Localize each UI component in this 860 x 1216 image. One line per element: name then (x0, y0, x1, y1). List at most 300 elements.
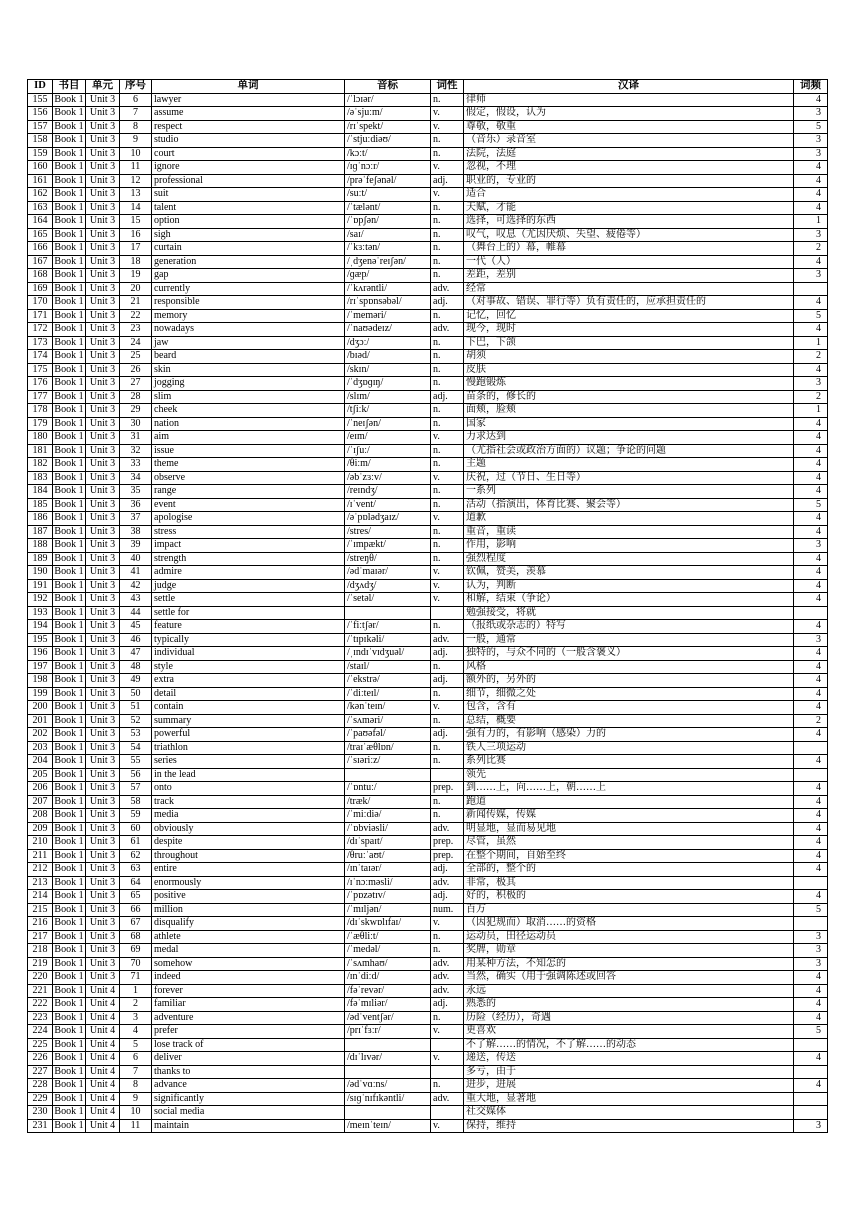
book-cell: Book 1 (54, 417, 84, 429)
frequency-cell: 4 (794, 1052, 828, 1066)
translation-cell: 更喜欢 (464, 1025, 794, 1039)
book-cell: Book 1 (54, 188, 84, 200)
phonetic-cell: /θiːm/ (345, 458, 431, 472)
table-row (28, 174, 828, 188)
table-row (28, 863, 828, 877)
word-cell: athlete (152, 930, 345, 944)
translation-cell: 在整个期间，自始至终 (464, 849, 794, 863)
book-cell: Book 1 (54, 890, 84, 902)
seq-cell: 12 (120, 174, 152, 188)
word-cell: judge (152, 579, 345, 593)
word-cell: nowadays (152, 323, 345, 337)
id-cell: 180 (28, 431, 53, 445)
id-cell: 222 (28, 998, 53, 1012)
translation-cell: 记忆，回忆 (464, 309, 794, 323)
header-book: 书目 (53, 80, 86, 94)
frequency-cell: 3 (794, 228, 828, 242)
unit-cell: Unit 3 (86, 363, 120, 377)
seq-cell: 51 (120, 701, 152, 715)
word-cell: nation (152, 417, 345, 431)
translation-cell: 现今，现时 (464, 323, 794, 337)
pos-cell: prep. (431, 836, 464, 850)
seq-cell: 8 (120, 120, 152, 134)
unit-cell: Unit 4 (86, 1119, 120, 1133)
table-row (28, 282, 828, 296)
translation-cell: （音乐）录音室 (464, 134, 794, 148)
seq-cell: 42 (120, 579, 152, 593)
table-row (28, 242, 828, 256)
word-cell: observe (152, 471, 345, 485)
pos-cell: adj. (431, 863, 464, 877)
word-cell: currently (152, 282, 345, 296)
translation-cell: 强烈程度 (464, 552, 794, 566)
translation-cell: 力求达到 (464, 431, 794, 445)
phonetic-cell: /ˈkʌrəntli/ (345, 282, 431, 296)
unit-cell: Unit 3 (86, 444, 120, 458)
frequency-cell: 4 (794, 566, 828, 580)
phonetic-cell: /dɪˈlɪvər/ (345, 1052, 431, 1066)
word-cell: contain (152, 701, 345, 715)
id-cell: 207 (28, 795, 53, 809)
word-cell: individual (152, 647, 345, 661)
pos-cell: n. (431, 336, 464, 350)
phonetic-cell: /əbˈzɜːv/ (345, 471, 431, 485)
word-cell: responsible (152, 296, 345, 310)
frequency-cell: 5 (794, 309, 828, 323)
seq-cell: 11 (120, 1119, 152, 1133)
header-word: 单词 (152, 80, 345, 94)
unit-cell: Unit 3 (86, 782, 120, 796)
word-cell: sigh (152, 228, 345, 242)
pos-cell: v. (431, 1025, 464, 1039)
table-row (28, 134, 828, 148)
translation-cell: 重大地，显著地 (464, 1092, 794, 1106)
book-cell: Book 1 (54, 1025, 84, 1037)
book-cell: Book 1 (54, 174, 84, 186)
seq-cell: 31 (120, 431, 152, 445)
seq-cell: 50 (120, 687, 152, 701)
id-cell: 187 (28, 525, 53, 539)
translation-cell: （尤指社会或政治方面的）议题；争论的问题 (464, 444, 794, 458)
translation-cell: 保持，维持 (464, 1119, 794, 1133)
id-cell: 167 (28, 255, 53, 269)
pos-cell: n. (431, 228, 464, 242)
pos-cell: v. (431, 471, 464, 485)
book-cell: Book 1 (54, 836, 84, 848)
pos-cell: num. (431, 903, 464, 917)
translation-cell: 一系列 (464, 485, 794, 499)
book-cell: Book 1 (54, 971, 84, 983)
translation-cell: 胡须 (464, 350, 794, 364)
pos-cell: adj. (431, 890, 464, 904)
pos-cell: adv. (431, 1092, 464, 1106)
unit-cell: Unit 3 (86, 674, 120, 688)
frequency-cell: 1 (794, 404, 828, 418)
seq-cell: 1 (120, 984, 152, 998)
unit-cell: Unit 4 (86, 1025, 120, 1039)
seq-cell: 57 (120, 782, 152, 796)
seq-cell: 10 (120, 147, 152, 161)
table-row (28, 417, 828, 431)
seq-cell: 34 (120, 471, 152, 485)
phonetic-cell: /reɪndʒ/ (345, 485, 431, 499)
table-row (28, 782, 828, 796)
frequency-cell: 3 (794, 633, 828, 647)
table-row (28, 1092, 828, 1106)
table-row (28, 498, 828, 512)
frequency-cell: 4 (794, 93, 828, 107)
word-cell: powerful (152, 728, 345, 742)
translation-cell: 下巴，下颌 (464, 336, 794, 350)
id-cell: 177 (28, 390, 53, 404)
seq-cell: 16 (120, 228, 152, 242)
pos-cell: adj. (431, 296, 464, 310)
phonetic-cell: /streŋθ/ (345, 552, 431, 566)
frequency-cell: 4 (794, 755, 828, 769)
pos-cell: n. (431, 404, 464, 418)
table-row (28, 701, 828, 715)
translation-cell: 选择，可选择的东西 (464, 215, 794, 229)
id-cell: 200 (28, 701, 53, 715)
translation-cell: 强有力的，有影响（感染）力的 (464, 728, 794, 742)
frequency-cell: 5 (794, 120, 828, 134)
book-cell: Book 1 (54, 876, 84, 888)
id-cell: 175 (28, 363, 53, 377)
seq-cell: 23 (120, 323, 152, 337)
translation-cell: 独特的，与众不同的（一般含褒义） (464, 647, 794, 661)
translation-cell: 重音，重读 (464, 525, 794, 539)
frequency-cell (794, 876, 828, 890)
phonetic-cell: /ɪnˈdiːd/ (345, 971, 431, 985)
vocabulary-table (27, 79, 828, 1133)
phonetic-cell: /ˈɪmpækt/ (345, 539, 431, 553)
word-cell: apologise (152, 512, 345, 526)
phonetic-cell: /ˈmeməri/ (345, 309, 431, 323)
book-cell: Book 1 (54, 944, 84, 956)
seq-cell: 33 (120, 458, 152, 472)
phonetic-cell: /ˌdʒenəˈreɪʃən/ (345, 255, 431, 269)
table-row (28, 431, 828, 445)
id-cell: 224 (28, 1025, 53, 1039)
table-row (28, 795, 828, 809)
book-cell: Book 1 (54, 525, 84, 537)
pos-cell: adj. (431, 998, 464, 1012)
table-row (28, 755, 828, 769)
pos-cell: adv. (431, 282, 464, 296)
word-cell: extra (152, 674, 345, 688)
unit-cell: Unit 3 (86, 944, 120, 958)
word-cell: thanks to (152, 1065, 345, 1079)
pos-cell: n. (431, 255, 464, 269)
table-row (28, 269, 828, 283)
seq-cell: 6 (120, 1052, 152, 1066)
translation-cell: （舞台上的）幕，帷幕 (464, 242, 794, 256)
pos-cell: n. (431, 809, 464, 823)
phonetic-cell: /ˈlɔɪər/ (345, 93, 431, 107)
book-cell: Book 1 (54, 269, 84, 281)
table-row (28, 350, 828, 364)
frequency-cell: 4 (794, 363, 828, 377)
id-cell: 229 (28, 1092, 53, 1106)
word-cell: gap (152, 269, 345, 283)
seq-cell: 64 (120, 876, 152, 890)
phonetic-cell: /ˈpaʊəfəl/ (345, 728, 431, 742)
translation-cell: 进步，进展 (464, 1079, 794, 1093)
frequency-cell: 4 (794, 836, 828, 850)
id-cell: 193 (28, 606, 53, 620)
translation-cell: 慢跑锻炼 (464, 377, 794, 391)
pos-cell: prep. (431, 849, 464, 863)
phonetic-cell: /bɪəd/ (345, 350, 431, 364)
book-cell: Book 1 (54, 863, 84, 875)
phonetic-cell: /slɪm/ (345, 390, 431, 404)
pos-cell (431, 1038, 464, 1052)
word-cell: ignore (152, 161, 345, 175)
id-cell: 209 (28, 822, 53, 836)
seq-cell: 9 (120, 134, 152, 148)
pos-cell: adv. (431, 633, 464, 647)
pos-cell: n. (431, 458, 464, 472)
frequency-cell: 5 (794, 1025, 828, 1039)
word-cell: range (152, 485, 345, 499)
table-row (28, 917, 828, 931)
id-cell: 176 (28, 377, 53, 391)
frequency-cell: 4 (794, 161, 828, 175)
frequency-cell: 3 (794, 134, 828, 148)
header-phonetic: 音标 (345, 80, 431, 94)
table-row (28, 971, 828, 985)
word-cell: cheek (152, 404, 345, 418)
book-cell: Book 1 (54, 728, 84, 740)
word-cell: curtain (152, 242, 345, 256)
book-cell: Book 1 (54, 296, 84, 308)
book-cell: Book 1 (54, 687, 84, 699)
phonetic-cell: /ˈsetəl/ (345, 593, 431, 607)
frequency-cell: 4 (794, 593, 828, 607)
id-cell: 203 (28, 741, 53, 755)
translation-cell: 面颊，脸颊 (464, 404, 794, 418)
id-cell: 189 (28, 552, 53, 566)
seq-cell: 52 (120, 714, 152, 728)
phonetic-cell: /ˈɒntuː/ (345, 782, 431, 796)
translation-cell: 包含，含有 (464, 701, 794, 715)
book-cell: Book 1 (54, 215, 84, 227)
table-row (28, 633, 828, 647)
book-cell: Book 1 (54, 768, 84, 780)
seq-cell: 43 (120, 593, 152, 607)
id-cell: 208 (28, 809, 53, 823)
unit-cell: Unit 4 (86, 1011, 120, 1025)
table-row (28, 674, 828, 688)
table-row (28, 1038, 828, 1052)
book-cell: Book 1 (54, 998, 84, 1010)
seq-cell: 7 (120, 107, 152, 121)
book-cell: Book 1 (54, 390, 84, 402)
translation-cell: 一代（人） (464, 255, 794, 269)
word-cell: series (152, 755, 345, 769)
book-cell: Book 1 (54, 471, 84, 483)
id-cell: 226 (28, 1052, 53, 1066)
phonetic-cell: /ˈæθliːt/ (345, 930, 431, 944)
seq-cell: 30 (120, 417, 152, 431)
phonetic-cell: /tʃiːk/ (345, 404, 431, 418)
id-cell: 196 (28, 647, 53, 661)
id-cell: 172 (28, 323, 53, 337)
phonetic-cell: /ədˈvɑːns/ (345, 1079, 431, 1093)
unit-cell: Unit 3 (86, 134, 120, 148)
frequency-cell: 3 (794, 957, 828, 971)
book-cell: Book 1 (54, 782, 84, 794)
id-cell: 214 (28, 890, 53, 904)
pos-cell: n. (431, 795, 464, 809)
unit-cell: Unit 3 (86, 701, 120, 715)
frequency-cell: 4 (794, 809, 828, 823)
unit-cell: Unit 3 (86, 606, 120, 620)
pos-cell: v. (431, 120, 464, 134)
word-cell: suit (152, 188, 345, 202)
id-cell: 162 (28, 188, 53, 202)
frequency-cell: 3 (794, 147, 828, 161)
pos-cell: v. (431, 512, 464, 526)
table-row (28, 228, 828, 242)
unit-cell: Unit 3 (86, 296, 120, 310)
seq-cell: 69 (120, 944, 152, 958)
translation-cell: 主题 (464, 458, 794, 472)
frequency-cell: 4 (794, 890, 828, 904)
translation-cell: 递送，传送 (464, 1052, 794, 1066)
seq-cell: 9 (120, 1092, 152, 1106)
seq-cell: 47 (120, 647, 152, 661)
translation-cell: 天赋，才能 (464, 201, 794, 215)
seq-cell: 46 (120, 633, 152, 647)
phonetic-cell: /əˈpɒlədʒaɪz/ (345, 512, 431, 526)
book-cell: Book 1 (54, 957, 84, 969)
pos-cell: prep. (431, 782, 464, 796)
frequency-cell: 4 (794, 417, 828, 431)
id-cell: 191 (28, 579, 53, 593)
pos-cell: n. (431, 269, 464, 283)
unit-cell: Unit 3 (86, 633, 120, 647)
seq-cell: 45 (120, 620, 152, 634)
translation-cell: 尊敬，敬重 (464, 120, 794, 134)
seq-cell: 6 (120, 93, 152, 107)
phonetic-cell: /prɪˈfɜːr/ (345, 1025, 431, 1039)
pos-cell: v. (431, 593, 464, 607)
translation-cell: （因犯规而）取消……的资格 (464, 917, 794, 931)
word-cell: beard (152, 350, 345, 364)
book-cell: Book 1 (54, 255, 84, 267)
seq-cell: 20 (120, 282, 152, 296)
word-cell: positive (152, 890, 345, 904)
frequency-cell: 4 (794, 471, 828, 485)
frequency-cell: 4 (794, 512, 828, 526)
word-cell: studio (152, 134, 345, 148)
table-row (28, 471, 828, 485)
unit-cell: Unit 4 (86, 1052, 120, 1066)
table-row (28, 566, 828, 580)
seq-cell: 14 (120, 201, 152, 215)
phonetic-cell: /ˈsɪəriːz/ (345, 755, 431, 769)
pos-cell: v. (431, 701, 464, 715)
seq-cell: 48 (120, 660, 152, 674)
pos-cell: n. (431, 485, 464, 499)
phonetic-cell: /ˈmedəl/ (345, 944, 431, 958)
word-cell: respect (152, 120, 345, 134)
phonetic-cell: /ˈnaʊədeɪz/ (345, 323, 431, 337)
word-cell: social media (152, 1106, 345, 1120)
phonetic-cell: /ˈtɪpɪkəli/ (345, 633, 431, 647)
table-row (28, 309, 828, 323)
pos-cell: adj. (431, 647, 464, 661)
phonetic-cell: /saɪ/ (345, 228, 431, 242)
translation-cell: 认为，判断 (464, 579, 794, 593)
header-seq: 序号 (120, 80, 152, 94)
frequency-cell (794, 741, 828, 755)
phonetic-cell: /ˈmɪljən/ (345, 903, 431, 917)
book-cell: Book 1 (54, 228, 84, 240)
unit-cell: Unit 3 (86, 714, 120, 728)
translation-cell: 额外的，另外的 (464, 674, 794, 688)
frequency-cell: 4 (794, 620, 828, 634)
pos-cell: n. (431, 377, 464, 391)
id-cell: 178 (28, 404, 53, 418)
book-cell: Book 1 (54, 161, 84, 173)
id-cell: 164 (28, 215, 53, 229)
frequency-cell: 4 (794, 458, 828, 472)
book-cell: Book 1 (54, 593, 84, 605)
seq-cell: 25 (120, 350, 152, 364)
frequency-cell (794, 606, 828, 620)
unit-cell: Unit 3 (86, 269, 120, 283)
book-cell: Book 1 (54, 377, 84, 389)
word-cell: aim (152, 431, 345, 445)
pos-cell: v. (431, 107, 464, 121)
book-cell: Book 1 (54, 1106, 84, 1118)
id-cell: 181 (28, 444, 53, 458)
frequency-cell: 4 (794, 188, 828, 202)
seq-cell: 40 (120, 552, 152, 566)
translation-cell: 忽视，不理 (464, 161, 794, 175)
unit-cell: Unit 4 (86, 1079, 120, 1093)
translation-cell: 叹气，叹息（尤因厌烦、失望、疲倦等） (464, 228, 794, 242)
phonetic-cell: /meɪnˈteɪn/ (345, 1119, 431, 1133)
seq-cell: 19 (120, 269, 152, 283)
unit-cell: Unit 3 (86, 849, 120, 863)
unit-cell: Unit 3 (86, 579, 120, 593)
translation-cell: 和解，结束（争论） (464, 593, 794, 607)
unit-cell: Unit 3 (86, 390, 120, 404)
frequency-cell (794, 1038, 828, 1052)
unit-cell: Unit 3 (86, 741, 120, 755)
frequency-cell (794, 768, 828, 782)
id-cell: 188 (28, 539, 53, 553)
frequency-cell: 3 (794, 269, 828, 283)
table-row (28, 876, 828, 890)
book-cell: Book 1 (54, 309, 84, 321)
translation-cell: 奖牌，勋章 (464, 944, 794, 958)
word-cell: onto (152, 782, 345, 796)
table-row (28, 539, 828, 553)
id-cell: 215 (28, 903, 53, 917)
table-row (28, 930, 828, 944)
id-cell: 202 (28, 728, 53, 742)
phonetic-cell (345, 1106, 431, 1120)
pos-cell: n. (431, 201, 464, 215)
unit-cell: Unit 4 (86, 1038, 120, 1052)
pos-cell: v. (431, 579, 464, 593)
id-cell: 186 (28, 512, 53, 526)
id-cell: 219 (28, 957, 53, 971)
